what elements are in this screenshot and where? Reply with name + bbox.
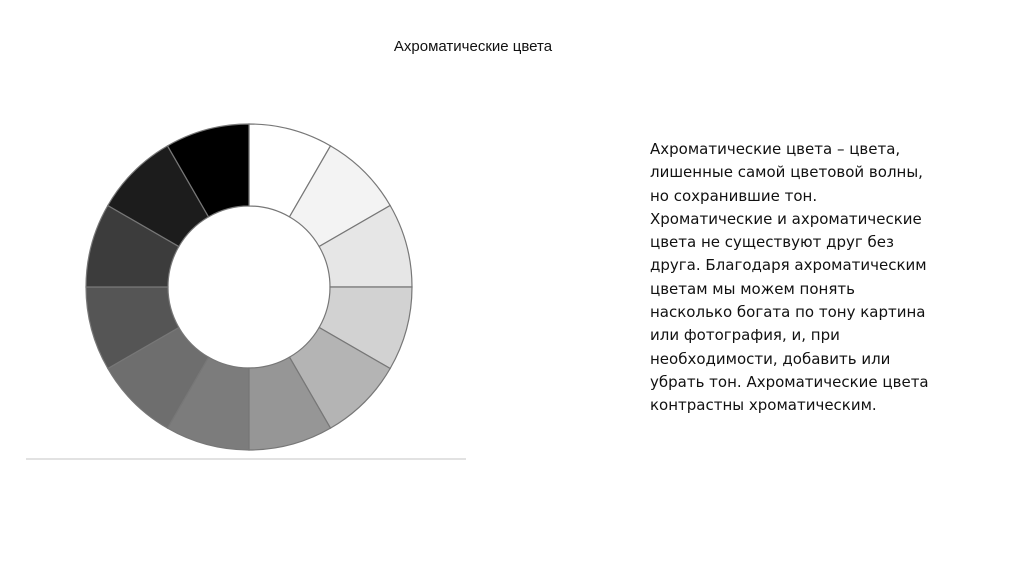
description-text (650, 138, 980, 418)
slide-title: Ахроматические цвета (393, 38, 553, 55)
description-line: насколько богата по тону картина (650, 303, 926, 322)
description-line: цветам мы можем понять (650, 279, 855, 298)
description-line: Хроматические и ахроматические (650, 209, 922, 228)
description-line: лишенные самой цветовой волны, (650, 163, 923, 182)
description-line: необходимости, добавить или (650, 349, 891, 368)
description-line: Ахроматические цвета – цвета, (650, 140, 901, 158)
description-line: друга. Благодаря ахроматическим (650, 256, 927, 275)
achromatic-color-wheel (26, 110, 468, 462)
description-line: или фотография, и, при (650, 326, 840, 345)
wheel-baseline (26, 458, 466, 460)
description-line: цвета не существуют друг без (650, 233, 894, 252)
description-line: но сохранившие тон. (650, 186, 818, 205)
description-line: убрать тон. Ахроматические цвета (650, 372, 929, 391)
description-line: контрастны хроматическим. (650, 396, 877, 415)
